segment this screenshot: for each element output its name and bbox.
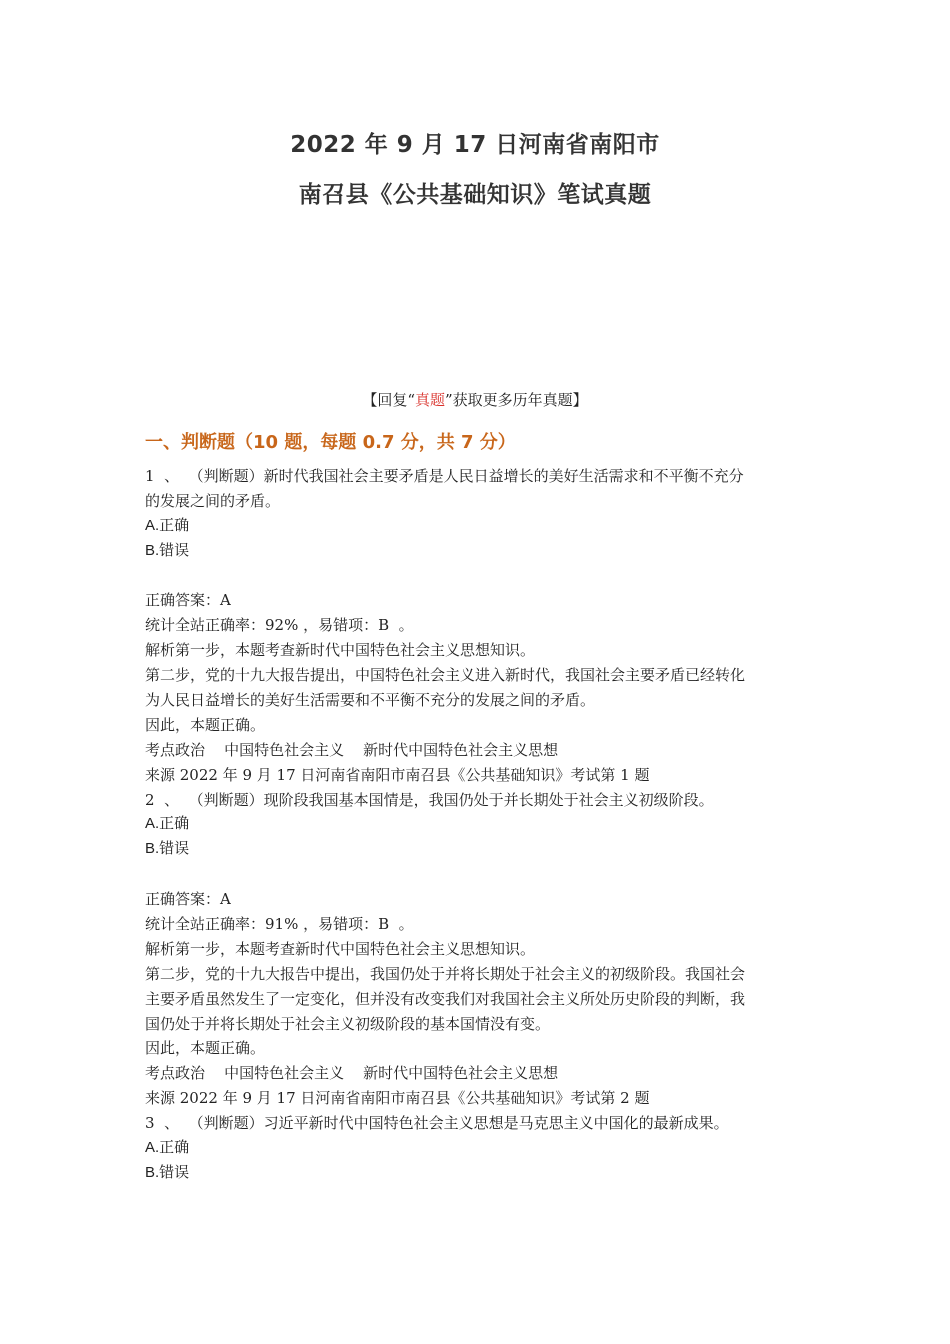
notice-prefix: 【回复“ (362, 391, 415, 409)
text-line: 因此，本题正确。 (145, 715, 266, 734)
section-heading: 一、判断题（10 题，每题 0.7 分，共 7 分） (145, 432, 516, 453)
blank-line (145, 862, 810, 887)
text-line: 3 、 （判断题）习近平新时代中国特色社会主义思想是马克思主义中国化的最新成果。 (145, 1114, 729, 1133)
notice-highlight: 真题 (414, 391, 445, 409)
text-line: B.错误 (145, 1163, 190, 1181)
text-line: 2 、 （判断题）现阶段我国基本国情是，我国仍处于并长期处于社会主义初级阶段。 (145, 790, 714, 809)
notice-suffix: ”获取更多历年真题】 (445, 391, 588, 409)
text-line: 的发展之间的矛盾。 (145, 491, 281, 510)
text-line: 来源 2022 年 9 月 17 日河南省南阳市南召县《公共基础知识》考试第 2 题 (145, 1089, 650, 1108)
text-line: B.错误 (145, 541, 190, 559)
document-title-line-1: 2022 年 9 月 17 日河南省南阳市 (290, 132, 660, 158)
text-line: 国仍处于并将长期处于社会主义初级阶段的基本国情没有变。 (145, 1014, 551, 1033)
text-line: 正确答案：A (145, 890, 231, 909)
text-line: A.正确 (145, 815, 190, 833)
text-line: B.错误 (145, 840, 190, 858)
text-line: 为人民日益增长的美好生活需要和不平衡不充分的发展之间的矛盾。 (145, 691, 596, 710)
text-line: 解析第一步，本题考查新时代中国特色社会主义思想知识。 (145, 939, 536, 958)
text-line: 统计全站正确率：91% ，易错项：B 。 (145, 915, 414, 934)
blank-line (145, 564, 810, 589)
text-line: 解析第一步，本题考查新时代中国特色社会主义思想知识。 (145, 641, 536, 660)
text-line: A.正确 (145, 516, 190, 534)
text-line: 第二步，党的十九大报告中提出，我国仍处于并将长期处于社会主义的初级阶段。我国社会 (145, 964, 746, 983)
text-line: 1 、 （判断题）新时代我国社会主要矛盾是人民日益增长的美好生活需求和不平衡不充分 (145, 467, 744, 485)
text-line: 考点政治 中国特色社会主义 新时代中国特色社会主义思想 (145, 740, 559, 759)
text-line: 因此，本题正确。 (145, 1039, 266, 1058)
text-line: 第二步，党的十九大报告提出，中国特色社会主义进入新时代，我国社会主要矛盾已经转化 (145, 666, 746, 685)
text-line: 主要矛盾虽然发生了一定变化，但并没有改变我们对我国社会主义所处历史阶段的判断，我 (145, 989, 746, 1008)
text-line: 正确答案：A (145, 591, 231, 610)
reply-notice (0, 389, 950, 410)
text-line: A.正确 (145, 1139, 190, 1157)
text-line: 统计全站正确率：92% ，易错项：B 。 (145, 616, 414, 635)
document-title-line-2: 南召县《公共基础知识》笔试真题 (298, 182, 652, 208)
text-line: 来源 2022 年 9 月 17 日河南省南阳市南召县《公共基础知识》考试第 1 题 (145, 765, 650, 784)
question-content (145, 464, 810, 1186)
text-line: 考点政治 中国特色社会主义 新时代中国特色社会主义思想 (145, 1064, 559, 1083)
